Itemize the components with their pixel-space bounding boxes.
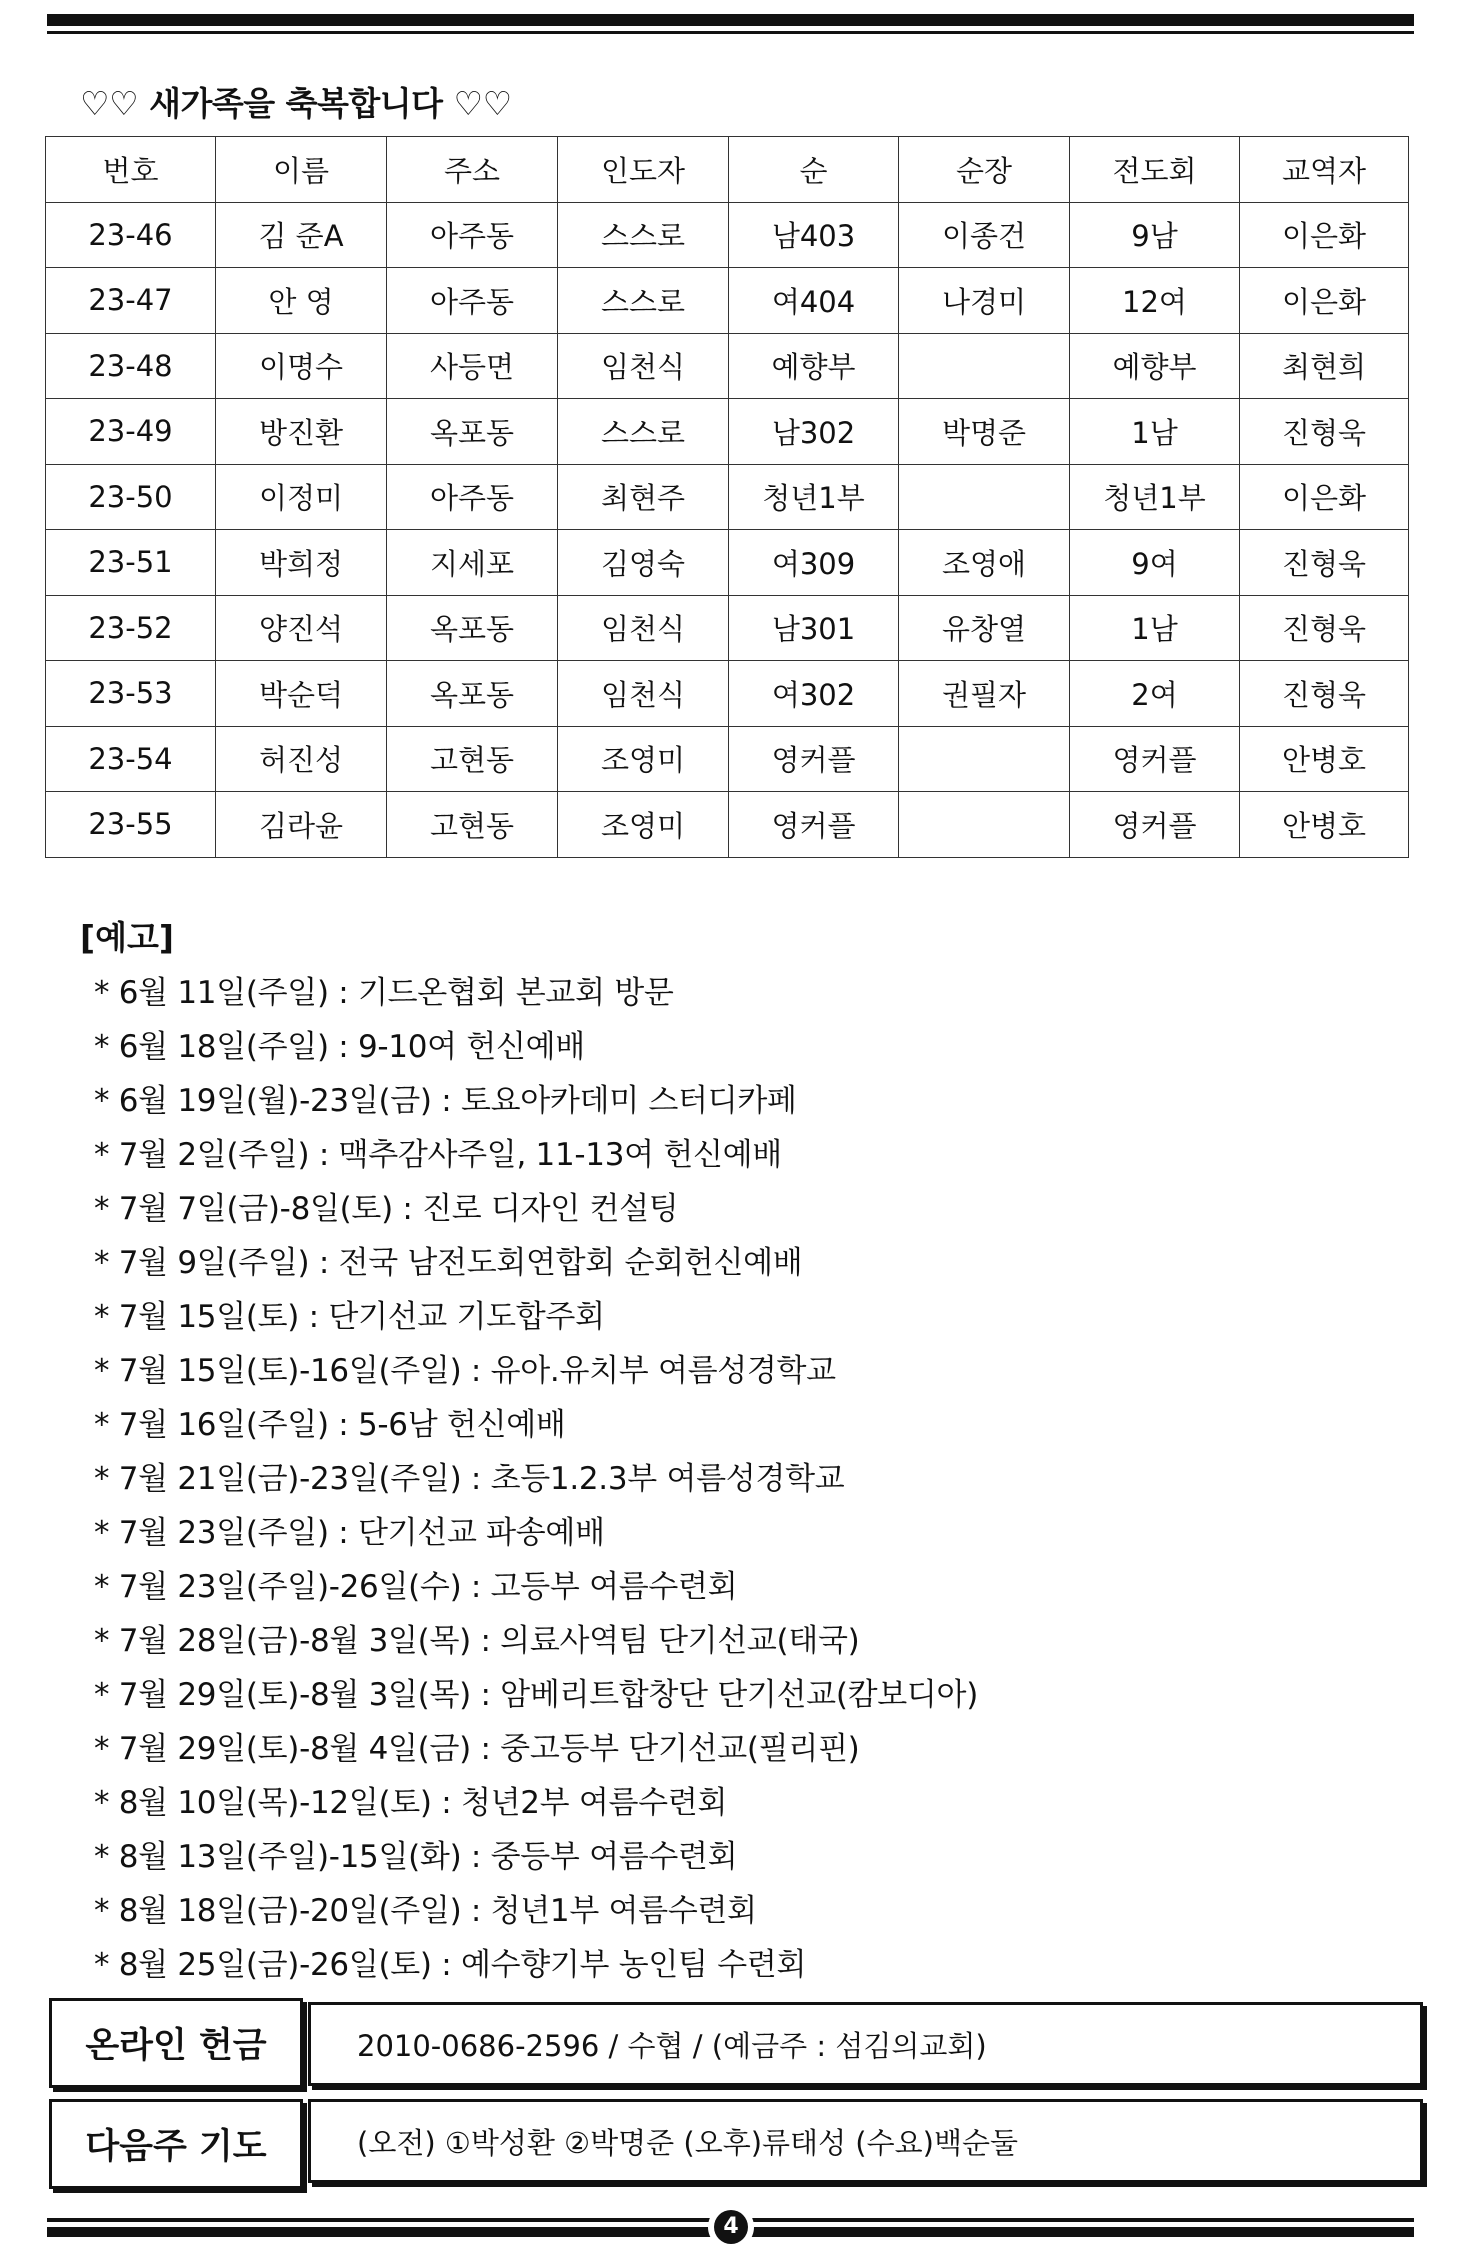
notice-item: * 7월 16일(주일) : 5-6남 헌신예배 — [94, 1407, 566, 1443]
cell-pastor: 안병호 — [1240, 792, 1409, 858]
cell-number: 23-47 — [46, 268, 216, 334]
notice-item: * 7월 7일(금)-8일(토) : 진로 디자인 컨설팅 — [94, 1191, 679, 1227]
notice-item: * 7월 23일(주일) : 단기선교 파송예배 — [94, 1515, 605, 1551]
cell-name: 박순덕 — [216, 661, 387, 727]
cell-cell-leader: 이종건 — [899, 202, 1070, 268]
cell-cell: 예향부 — [729, 333, 899, 399]
cell-number: 23-46 — [46, 202, 216, 268]
cell-name: 박희정 — [216, 530, 387, 596]
cell-address: 아주동 — [387, 202, 558, 268]
cell-mission-group: 1남 — [1070, 399, 1240, 465]
cell-cell: 영커플 — [729, 726, 899, 792]
cell-address: 옥포동 — [387, 595, 558, 661]
cell-guide: 임천식 — [558, 333, 729, 399]
new-family-table — [45, 136, 1409, 858]
cell-number: 23-53 — [46, 661, 216, 727]
notice-item: * 7월 21일(금)-23일(주일) : 초등1.2.3부 여름성경학교 — [94, 1461, 845, 1497]
cell-cell: 영커플 — [729, 792, 899, 858]
notice-item: * 8월 10일(목)-12일(토) : 청년2부 여름수련회 — [94, 1785, 728, 1821]
cell-cell-leader — [899, 464, 1070, 530]
cell-guide: 스스로 — [558, 268, 729, 334]
cell-name: 방진환 — [216, 399, 387, 465]
table-row — [46, 726, 1409, 792]
cell-address: 사등면 — [387, 333, 558, 399]
table-row — [46, 792, 1409, 858]
notice-title: [예고] — [80, 918, 174, 957]
cell-name: 양진석 — [216, 595, 387, 661]
cell-cell: 남302 — [729, 399, 899, 465]
cell-name: 이정미 — [216, 464, 387, 530]
cell-guide: 조영미 — [558, 792, 729, 858]
cell-cell: 청년1부 — [729, 464, 899, 530]
table-body — [46, 202, 1409, 857]
notice-item: * 7월 15일(토)-16일(주일) : 유아.유치부 여름성경학교 — [94, 1353, 836, 1389]
header-pastor: 교역자 — [1240, 137, 1409, 203]
cell-pastor: 최현희 — [1240, 333, 1409, 399]
cell-cell: 여302 — [729, 661, 899, 727]
table-row — [46, 464, 1409, 530]
cell-name: 허진성 — [216, 726, 387, 792]
notice-item: * 8월 18일(금)-20일(주일) : 청년1부 여름수련회 — [94, 1893, 757, 1929]
cell-number: 23-54 — [46, 726, 216, 792]
notice-item: * 8월 25일(금)-26일(토) : 예수향기부 농인팀 수련회 — [94, 1947, 807, 1983]
cell-address: 고현동 — [387, 726, 558, 792]
cell-cell-leader — [899, 792, 1070, 858]
table-row — [46, 333, 1409, 399]
notice-item: * 7월 28일(금)-8월 3일(목) : 의료사역팀 단기선교(태국) — [94, 1623, 860, 1659]
cell-mission-group: 12여 — [1070, 268, 1240, 334]
next-week-prayer-label: 다음주 기도 — [49, 2099, 303, 2189]
cell-mission-group: 2여 — [1070, 661, 1240, 727]
cell-number: 23-55 — [46, 792, 216, 858]
notice-item: * 7월 23일(주일)-26일(수) : 고등부 여름수련회 — [94, 1569, 738, 1605]
cell-name: 이명수 — [216, 333, 387, 399]
table-row — [46, 530, 1409, 596]
cell-pastor: 진형욱 — [1240, 595, 1409, 661]
cell-guide: 최현주 — [558, 464, 729, 530]
cell-cell: 남301 — [729, 595, 899, 661]
cell-address: 지세포 — [387, 530, 558, 596]
cell-address: 옥포동 — [387, 399, 558, 465]
top-rule-thin — [47, 31, 1414, 34]
cell-pastor: 이은화 — [1240, 202, 1409, 268]
cell-cell-leader: 나경미 — [899, 268, 1070, 334]
cell-address: 고현동 — [387, 792, 558, 858]
notice-item: * 7월 29일(토)-8월 4일(금) : 중고등부 단기선교(필리핀) — [94, 1731, 860, 1767]
page-number: 4 — [714, 2210, 748, 2244]
table-header-row — [46, 137, 1409, 203]
table-row — [46, 399, 1409, 465]
notice-item: * 7월 29일(토)-8월 3일(목) : 암베리트합창단 단기선교(캄보디아) — [94, 1677, 979, 1713]
header-cell: 순 — [729, 137, 899, 203]
online-offering-account: 2010-0686-2596 / 수협 / (예금주 : 섬김의교회) — [308, 2002, 1423, 2086]
header-name: 이름 — [216, 137, 387, 203]
online-offering-label: 온라인 헌금 — [49, 1998, 303, 2088]
cell-pastor: 진형욱 — [1240, 661, 1409, 727]
cell-mission-group: 예향부 — [1070, 333, 1240, 399]
cell-number: 23-50 — [46, 464, 216, 530]
cell-mission-group: 영커플 — [1070, 726, 1240, 792]
cell-guide: 스스로 — [558, 202, 729, 268]
cell-pastor: 진형욱 — [1240, 399, 1409, 465]
notice-item: * 6월 11일(주일) : 기드온협회 본교회 방문 — [94, 975, 674, 1011]
notice-item: * 7월 2일(주일) : 맥추감사주일, 11-13여 헌신예배 — [94, 1137, 782, 1173]
table-row — [46, 202, 1409, 268]
table-row — [46, 661, 1409, 727]
cell-cell-leader — [899, 333, 1070, 399]
section-title: ♡♡ 새가족을 축복합니다 ♡♡ — [80, 84, 512, 123]
header-cell-leader: 순장 — [899, 137, 1070, 203]
cell-cell-leader: 유창열 — [899, 595, 1070, 661]
notice-item: * 6월 19일(월)-23일(금) : 토요아카데미 스터디카페 — [94, 1083, 797, 1119]
cell-cell: 여309 — [729, 530, 899, 596]
cell-cell: 남403 — [729, 202, 899, 268]
notice-item: * 7월 9일(주일) : 전국 남전도회연합회 순회헌신예배 — [94, 1245, 803, 1281]
cell-number: 23-49 — [46, 399, 216, 465]
header-address: 주소 — [387, 137, 558, 203]
header-number: 번호 — [46, 137, 216, 203]
cell-cell-leader: 박명준 — [899, 399, 1070, 465]
notice-item: * 7월 15일(토) : 단기선교 기도합주회 — [94, 1299, 605, 1335]
cell-address: 옥포동 — [387, 661, 558, 727]
cell-pastor: 이은화 — [1240, 268, 1409, 334]
header-guide: 인도자 — [558, 137, 729, 203]
cell-cell-leader: 권필자 — [899, 661, 1070, 727]
cell-guide: 스스로 — [558, 399, 729, 465]
notice-list — [94, 966, 978, 1992]
cell-name: 안 영 — [216, 268, 387, 334]
table-row — [46, 268, 1409, 334]
cell-pastor: 진형욱 — [1240, 530, 1409, 596]
cell-mission-group: 9여 — [1070, 530, 1240, 596]
cell-guide: 임천식 — [558, 661, 729, 727]
cell-cell-leader — [899, 726, 1070, 792]
cell-address: 아주동 — [387, 268, 558, 334]
cell-guide: 임천식 — [558, 595, 729, 661]
cell-address: 아주동 — [387, 464, 558, 530]
cell-name: 김라윤 — [216, 792, 387, 858]
notice-item: * 8월 13일(주일)-15일(화) : 중등부 여름수련회 — [94, 1839, 738, 1875]
header-mission-group: 전도회 — [1070, 137, 1240, 203]
cell-number: 23-52 — [46, 595, 216, 661]
cell-mission-group: 영커플 — [1070, 792, 1240, 858]
cell-cell: 여404 — [729, 268, 899, 334]
cell-guide: 조영미 — [558, 726, 729, 792]
cell-mission-group: 청년1부 — [1070, 464, 1240, 530]
cell-number: 23-48 — [46, 333, 216, 399]
cell-cell-leader: 조영애 — [899, 530, 1070, 596]
cell-mission-group: 9남 — [1070, 202, 1240, 268]
cell-mission-group: 1남 — [1070, 595, 1240, 661]
top-rule-thick — [47, 14, 1414, 26]
cell-guide: 김영숙 — [558, 530, 729, 596]
notice-item: * 6월 18일(주일) : 9-10여 헌신예배 — [94, 1029, 585, 1065]
table-row — [46, 595, 1409, 661]
cell-number: 23-51 — [46, 530, 216, 596]
cell-pastor: 안병호 — [1240, 726, 1409, 792]
next-week-prayer-text: (오전) ①박성환 ②박명준 (오후)류태성 (수요)백순둘 — [308, 2099, 1423, 2183]
cell-name: 김 준A — [216, 202, 387, 268]
cell-pastor: 이은화 — [1240, 464, 1409, 530]
